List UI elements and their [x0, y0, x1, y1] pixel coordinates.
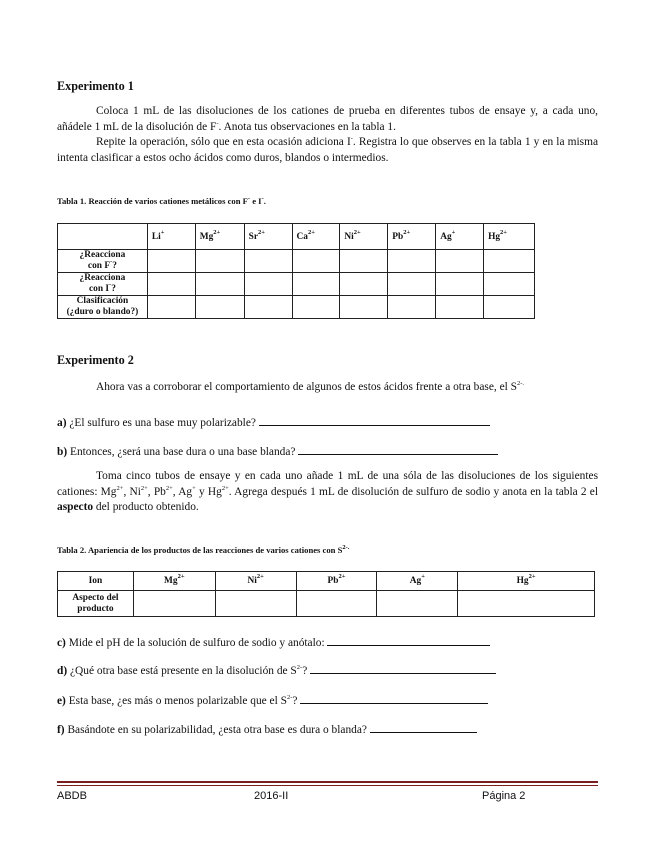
footer-rule-thin [57, 785, 598, 786]
table-cell[interactable] [292, 273, 340, 296]
table-cell[interactable] [388, 296, 436, 319]
table-row [58, 296, 535, 319]
table-cell[interactable] [195, 296, 244, 319]
table-cell[interactable] [292, 296, 340, 319]
experiment-1-title: Experimento 1 [57, 79, 134, 93]
experiment-2-title: Experimento 2 [57, 353, 134, 367]
table-cell[interactable] [195, 273, 244, 296]
row-label-classification: Clasificación (¿duro o blando?) [58, 296, 148, 319]
footer-rule-thick [57, 781, 598, 783]
table-cell[interactable] [215, 591, 296, 617]
cation-header-ni: $Ni^{2+}$ [340, 224, 388, 250]
table-row [58, 591, 595, 617]
cation-header-ag: Ag+ [377, 572, 458, 591]
table-1-header-row [58, 224, 535, 250]
row-label-reacts-fluoride: ¿Reacciona con F-? [58, 250, 148, 273]
table-2 [57, 571, 595, 617]
table-cell[interactable] [388, 273, 436, 296]
table-cell[interactable] [244, 273, 292, 296]
cation-header-li: Li+ [147, 224, 195, 250]
question-c: c) Mide el pH de la solución de sulfuro de sodio y anótalo: [57, 634, 490, 649]
table-cell[interactable] [244, 296, 292, 319]
table-1-corner-cell [58, 224, 148, 250]
table-cell[interactable] [244, 250, 292, 273]
table-2-header-row [58, 572, 595, 591]
table-cell[interactable] [436, 296, 484, 319]
table-cell[interactable] [388, 250, 436, 273]
question-f: f) Basándote en su polarizabilidad, ¿esta otra base es dura o blanda? [57, 721, 477, 736]
table-cell[interactable] [296, 591, 377, 617]
table-cell[interactable] [436, 273, 484, 296]
cation-header-mg: $Mg^{2+}$ [195, 224, 244, 250]
experiment-1-paragraph-2: Repite la operación, sólo que en esta ocasión adiciona I-. Registra lo que observes en la tabla 1 y en la misma intenta clasificar a estos ocho ácidos como duros, blandos o intermedios. [57, 135, 598, 164]
table-cell[interactable] [292, 250, 340, 273]
table-cell[interactable] [133, 591, 215, 617]
table-cell[interactable] [484, 250, 535, 273]
table-cell[interactable] [340, 273, 388, 296]
answer-blank-d[interactable] [310, 662, 496, 674]
question-e: e) Esta base, ¿es más o menos polarizable que el $S^{2-}$? [57, 692, 488, 707]
cation-header-hg: $Hg^{2+}$ [484, 224, 535, 250]
cation-header-pb: $Pb^{2+}$ [296, 572, 377, 591]
table-cell[interactable] [340, 296, 388, 319]
table-row [58, 250, 535, 273]
answer-blank-e[interactable] [300, 692, 488, 704]
table-cell[interactable] [377, 591, 458, 617]
table-1 [57, 223, 535, 319]
row-label-product-aspect: Aspecto del producto [58, 591, 134, 617]
question-b: b) Entonces, ¿será una base dura o una base blanda? [57, 443, 498, 458]
experiment-2-intro: Ahora vas a corroborar el comportamiento de algunos de estos ácidos frente a otra base, el $S^{2-.}$ [96, 380, 525, 393]
table-cell[interactable] [147, 273, 195, 296]
ion-header: Ion [58, 572, 134, 591]
footer-page-number: Página 2 [482, 790, 526, 802]
table-cell[interactable] [147, 296, 195, 319]
table-cell[interactable] [458, 591, 595, 617]
table-cell[interactable] [484, 296, 535, 319]
cation-header-ag: Ag+ [436, 224, 484, 250]
footer-semester: 2016-II [254, 790, 289, 802]
answer-blank-c[interactable] [327, 634, 490, 646]
question-a: a) ¿El sulfuro es una base muy polarizable? [57, 414, 490, 429]
table-cell[interactable] [436, 250, 484, 273]
table-cell[interactable] [147, 250, 195, 273]
table-2-caption: Tabla 2. Apariencia de los productos de las reacciones de varios cationes con $S^{2-.}$ [57, 544, 350, 555]
experiment-1-paragraph-1: Coloca 1 mL de las disoluciones de los cationes de prueba en diferentes tubos de ensaye y, a cada uno, añádele 1 mL de la disolución de F-. Anota tus observaciones en la tabla 1. [57, 105, 598, 133]
cation-header-pb: $Pb^{2+}$ [388, 224, 436, 250]
table-1-caption: Tabla 1. Reacción de varios cationes metálicos con F- e I-. [57, 195, 266, 206]
table-row [58, 273, 535, 296]
cation-header-sr: $Sr^{2+}$ [244, 224, 292, 250]
question-d: d) ¿Qué otra base está presente en la disolución de $S^{2-}$? [57, 662, 496, 677]
table-cell[interactable] [195, 250, 244, 273]
row-label-reacts-iodide: ¿Reacciona con I-? [58, 273, 148, 296]
cation-header-mg: $Mg^{2+}$ [133, 572, 215, 591]
cation-header-ni: $Ni^{2+}$ [215, 572, 296, 591]
footer-initials: ABDB [57, 790, 87, 802]
cation-header-hg: $Hg^{2+}$ [458, 572, 595, 591]
table-cell[interactable] [484, 273, 535, 296]
cation-header-ca: $Ca^{2+}$ [292, 224, 340, 250]
answer-blank-f[interactable] [370, 721, 477, 733]
table-cell[interactable] [340, 250, 388, 273]
experiment-2-paragraph: Toma cinco tubos de ensaye y en cada uno añade 1 mL de una sóla de las disoluciones de los siguientes cationes: $Mg^{2+}$, $Ni^{2+}$, $Pb^{2+}$, Ag+ y $Hg^{2+}$. Agrega después 1 mL de disolución de sulfuro de sodio y anota en la tabla 2 el aspecto del producto obtenido. [57, 470, 599, 513]
answer-blank-b[interactable] [298, 443, 498, 455]
answer-blank-a[interactable] [259, 414, 490, 426]
